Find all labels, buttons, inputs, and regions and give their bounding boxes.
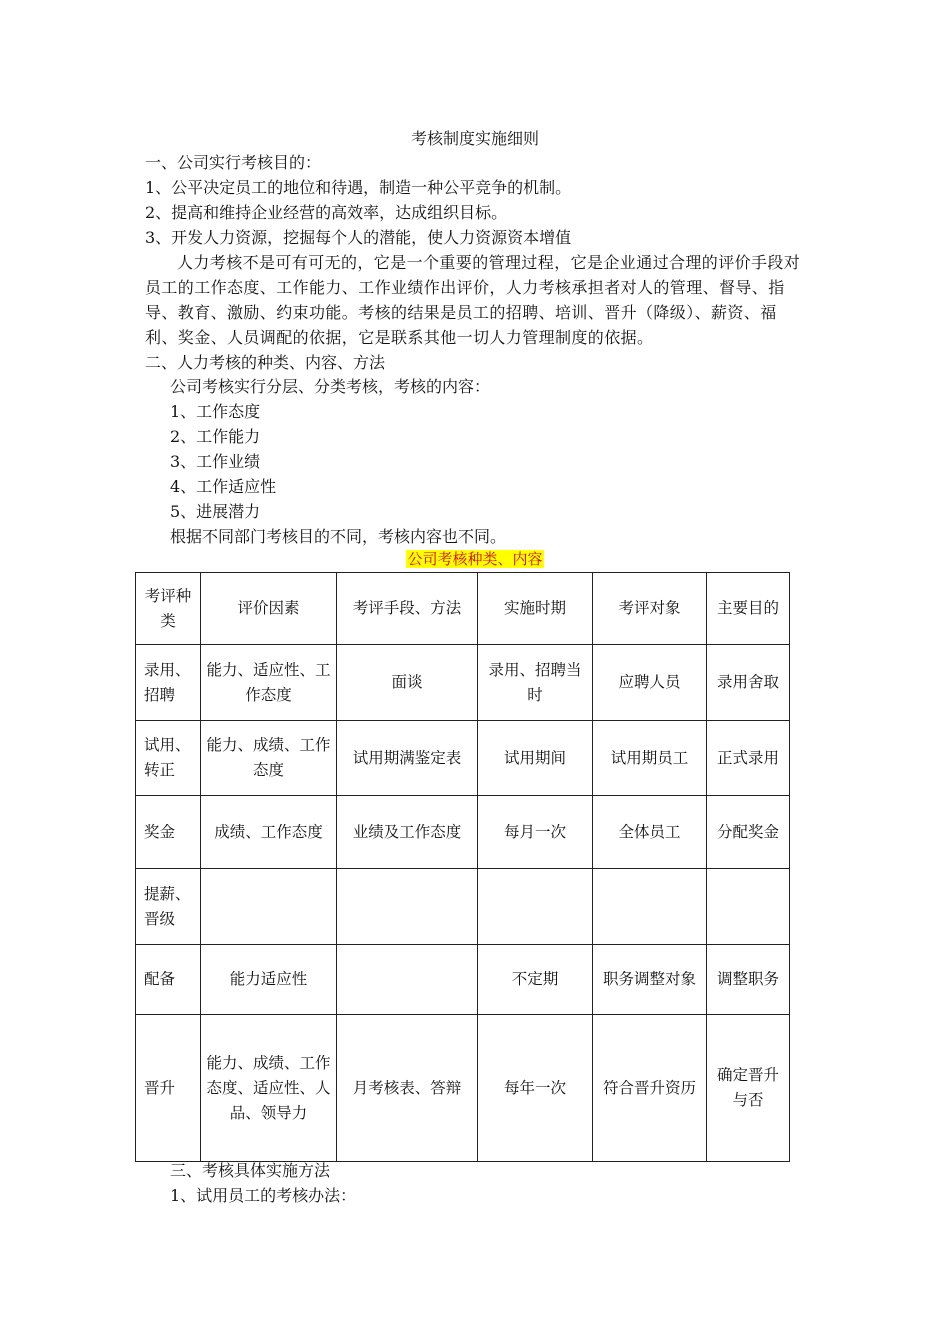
section2-item-1: 1、工作态度 bbox=[170, 402, 261, 421]
header-cell: 考评手段、方法 bbox=[337, 573, 478, 645]
table-row bbox=[136, 869, 790, 945]
table-cell: 全体员工 bbox=[593, 796, 707, 869]
table-caption bbox=[0, 549, 950, 569]
table-header-row bbox=[136, 573, 790, 645]
section1-item-3: 3、开发人力资源，挖掘每个人的潜能，使人力资源资本增值 bbox=[145, 228, 572, 247]
table-cell bbox=[707, 869, 790, 945]
assessment-table bbox=[135, 572, 790, 1162]
table-row bbox=[136, 1015, 790, 1162]
header-cell: 实施时期 bbox=[478, 573, 593, 645]
table-cell: 录用、招聘当时 bbox=[478, 645, 593, 721]
table-row bbox=[136, 645, 790, 721]
section2-item-2: 2、工作能力 bbox=[170, 427, 261, 446]
table-cell: 奖金 bbox=[136, 796, 201, 869]
section2-intro: 公司考核实行分层、分类考核，考核的内容： bbox=[170, 377, 491, 396]
table-cell: 能力、成绩、工作态度 bbox=[201, 721, 337, 796]
table-cell: 试用、转正 bbox=[136, 721, 201, 796]
table-cell: 配备 bbox=[136, 945, 201, 1015]
section1-paragraph: 人力考核不是可有可无的，它是一个重要的管理过程，它是企业通过合理的评价手段对员工的工作态度、工作能力、工作业绩作出评价，人力考核承担者对人的管理、督导、指导、教育、激励、约束功能。考核的结果是员工的招聘、培训、晋升（降级）、薪资、福利、奖金、人员调配的依据，它是联系其他一切人力管理制度的依据。 bbox=[145, 253, 801, 347]
table-cell: 试用期满鉴定表 bbox=[337, 721, 478, 796]
table-cell bbox=[337, 869, 478, 945]
table-cell: 月考核表、答辩 bbox=[337, 1015, 478, 1162]
table-cell: 应聘人员 bbox=[593, 645, 707, 721]
table-cell bbox=[478, 869, 593, 945]
document-title: 考核制度实施细则 bbox=[410, 129, 539, 148]
table-cell: 录用舍取 bbox=[707, 645, 790, 721]
table-cell: 分配奖金 bbox=[707, 796, 790, 869]
table-cell: 试用期员工 bbox=[593, 721, 707, 796]
table-row bbox=[136, 796, 790, 869]
table-cell: 调整职务 bbox=[707, 945, 790, 1015]
table-cell: 成绩、工作态度 bbox=[201, 796, 337, 869]
table-cell: 不定期 bbox=[478, 945, 593, 1015]
table-cell: 业绩及工作态度 bbox=[337, 796, 478, 869]
table-cell bbox=[337, 945, 478, 1015]
table-cell: 能力、成绩、工作态度、适应性、人品、领导力 bbox=[201, 1015, 337, 1162]
table-cell: 确定晋升与否 bbox=[707, 1015, 790, 1162]
header-cell: 主要目的 bbox=[707, 573, 790, 645]
section3-item-1: 1、试用员工的考核办法： bbox=[170, 1186, 357, 1205]
table-cell: 符合晋升资历 bbox=[593, 1015, 707, 1162]
section2-item-3: 3、工作业绩 bbox=[170, 452, 261, 471]
table-cell: 试用期间 bbox=[478, 721, 593, 796]
table-row bbox=[136, 945, 790, 1015]
section1-item-2: 2、提高和维持企业经营的高效率，达成组织目标。 bbox=[145, 203, 508, 222]
table-cell: 提薪、晋级 bbox=[136, 869, 201, 945]
table-cell: 每年一次 bbox=[478, 1015, 593, 1162]
section2-heading: 二、人力考核的种类、内容、方法 bbox=[145, 353, 386, 372]
table-cell: 正式录用 bbox=[707, 721, 790, 796]
section3-heading: 三、考核具体实施方法 bbox=[170, 1161, 331, 1180]
section1-heading: 一、公司实行考核目的： bbox=[145, 153, 322, 172]
table-row bbox=[136, 721, 790, 796]
table-cell: 录用、招聘 bbox=[136, 645, 201, 721]
table-caption-highlight: 公司考核种类、内容 bbox=[407, 550, 543, 568]
table-cell: 职务调整对象 bbox=[593, 945, 707, 1015]
section1-item-1: 1、公平决定员工的地位和待遇，制造一种公平竞争的机制。 bbox=[145, 178, 572, 197]
table-cell: 能力、适应性、工作态度 bbox=[201, 645, 337, 721]
table-cell: 每月一次 bbox=[478, 796, 593, 869]
section2-note: 根据不同部门考核目的不同，考核内容也不同。 bbox=[170, 527, 507, 546]
section2-item-5: 5、进展潜力 bbox=[170, 502, 261, 521]
table-cell: 面谈 bbox=[337, 645, 478, 721]
table-cell: 晋升 bbox=[136, 1015, 201, 1162]
header-cell: 评价因素 bbox=[201, 573, 337, 645]
table-cell: 能力适应性 bbox=[201, 945, 337, 1015]
table-cell bbox=[593, 869, 707, 945]
header-cell: 考评对象 bbox=[593, 573, 707, 645]
table-cell bbox=[201, 869, 337, 945]
header-cell: 考评种类 bbox=[136, 573, 201, 645]
section2-item-4: 4、工作适应性 bbox=[170, 477, 277, 496]
